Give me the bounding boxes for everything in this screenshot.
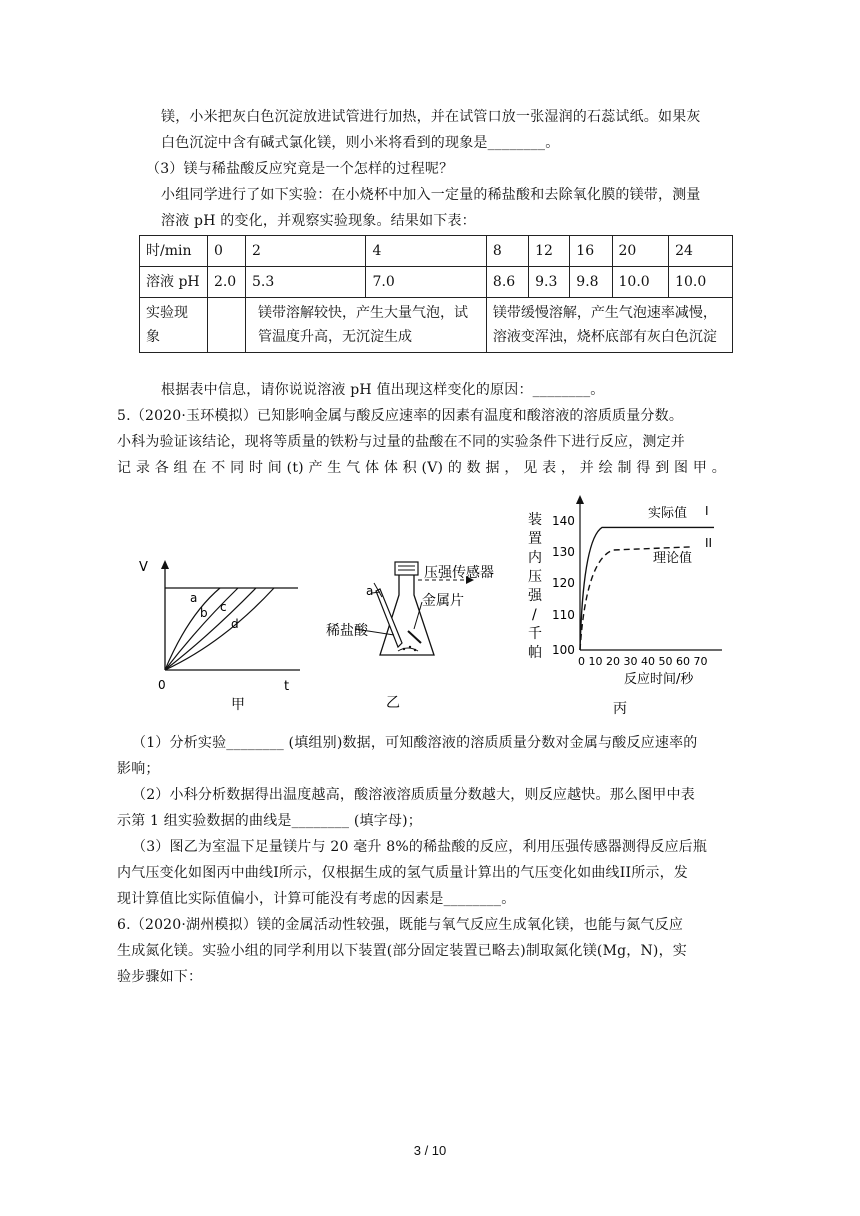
text-line: 验步骤如下： [117, 969, 203, 985]
curve-label: d [231, 617, 239, 631]
table-cell: 4 [366, 236, 486, 267]
axis-label-t: t [284, 679, 290, 694]
table-cell: 8.6 [486, 267, 528, 298]
table-cell [207, 298, 245, 353]
table-cell: 10.0 [612, 267, 669, 298]
y-label-char: 置 [528, 531, 542, 547]
text-line: 生成氮化镁。实验小组的同学利用以下装置(部分固定装置已略去)制取氮化镁(Mg，N)，实 [117, 943, 687, 959]
figure-caption: 丙 [613, 701, 627, 717]
axis-label-v: V [139, 560, 148, 575]
figure-yi [318, 555, 508, 715]
series-line-actual [580, 527, 714, 650]
y-label-char: / [532, 607, 537, 623]
y-label-char: 强 [528, 588, 542, 604]
table-cell: 0 [207, 236, 245, 267]
table-cell: 12 [529, 236, 570, 267]
figure-jia [128, 555, 318, 715]
y-tick-label: 100 [552, 643, 575, 657]
table-cell: 24 [669, 236, 733, 267]
table-cell: 2.0 [207, 267, 245, 298]
table-cell: 9.3 [529, 267, 570, 298]
x-tick-labels: 0 10 20 30 40 50 60 70 [578, 655, 708, 668]
origin-label: 0 [158, 678, 166, 692]
table-cell: 8 [486, 236, 528, 267]
table-cell: 10.0 [669, 267, 733, 298]
table-cell: 实验现象 [140, 298, 208, 353]
table-cell: 时/min [140, 236, 208, 267]
y-label-char: 内 [528, 550, 542, 566]
y-tick-label: 130 [552, 545, 575, 559]
table-cell: 5.3 [246, 267, 366, 298]
y-tick-label: 110 [552, 608, 575, 622]
figure-bing-chart [522, 490, 742, 720]
table-cell: 镁带溶解较快，产生大量气泡，试管温度升高，无沉淀生成 [246, 298, 487, 353]
curve-label: a [190, 591, 198, 605]
label-a: a [366, 584, 374, 598]
question-heading: 5.（2020·玉环模拟）已知影响金属与酸反应速率的因素有温度和酸溶液的溶质质量分数。 [117, 408, 684, 424]
table-cell: 溶液 pH [140, 267, 208, 298]
y-label-char: 压 [528, 569, 542, 585]
figure-caption: 甲 [231, 697, 245, 713]
text-line: 小科为验证该结论，现将等质量的铁粉与过量的盐酸在不同的实验条件下进行反应，测定并 [117, 434, 685, 450]
table-cell: 20 [612, 236, 669, 267]
table-row-observation [140, 298, 733, 353]
text-line: 小组同学进行了如下实验：在小烧杯中加入一定量的稀盐酸和去除氧化膜的镁带，测量 [161, 187, 701, 203]
text-line: （1）分析实验________ (填组别)数据，可知酸溶液的溶质质量分数对金属与酸反应速率的 [132, 735, 698, 751]
text-line: 镁，小米把灰白色沉淀放进试管进行加热，并在试管口放一张湿润的石蕊试纸。如果灰 [161, 109, 701, 125]
text-line: 现计算值比实际值偏小，计算可能没有考虑的因素是________。 [117, 891, 516, 907]
x-axis-title: 反应时间/秒 [624, 672, 694, 687]
table-cell: 2 [246, 236, 366, 267]
table-cell: 镁带缓慢溶解，产生气泡速率减慢，溶液变浑浊，烧杯底部有灰白色沉淀 [486, 298, 732, 353]
y-tick-label: 120 [552, 576, 575, 590]
table-cell: 7.0 [366, 267, 486, 298]
label-sensor: 压强传感器 [424, 565, 494, 581]
ph-table [139, 235, 733, 353]
label-acid: 稀盐酸 [326, 623, 368, 639]
figure-caption: 乙 [386, 695, 400, 711]
series-label-actual: 实际值 [648, 506, 688, 521]
series-mark-actual: I [705, 504, 709, 518]
series-label-theory: 理论值 [653, 551, 693, 566]
question-heading: （3）镁与稀盐酸反应究竟是一个怎样的过程呢？ [146, 161, 454, 177]
text-line: 内气压变化如图丙中曲线I所示，仅根据生成的氢气质量计算出的气压变化如曲线II所示，发 [117, 865, 688, 881]
label-metal: 金属片 [422, 593, 464, 609]
y-axis-title [528, 511, 543, 661]
text-line: （3）图乙为室温下足量镁片与 20 毫升 8%的稀盐酸的反应，利用压强传感器测得反应后瓶 [132, 839, 708, 855]
text-line: 影响； [117, 761, 160, 777]
table-row-time [140, 236, 733, 267]
curve-label: b [200, 606, 208, 620]
series-mark-theory: II [705, 536, 713, 550]
text-line: 白色沉淀中含有碱式氯化镁，则小米将看到的现象是________。 [161, 135, 560, 151]
curve-label: c [220, 600, 227, 614]
text-line: （2）小科分析数据得出温度越高，酸溶液溶质质量分数越大，则反应越快。那么图甲中表 [132, 787, 695, 803]
text-line: 溶液 pH 的变化，并观察实验现象。结果如下表： [161, 213, 476, 229]
y-label-char: 帕 [528, 645, 542, 661]
y-tick-label: 140 [552, 514, 575, 528]
table-cell: 9.8 [570, 267, 612, 298]
text-line: 记 录 各 组 在 不 同 时 间 (t) 产 生 气 体 体 积 (V) 的 数 据 ， 见 表 ， 并 绘 制 得 到 图 甲 。 [117, 460, 726, 476]
question-heading: 6.（2020·湖州模拟）镁的金属活动性较强，既能与氧气反应生成氧化镁，也能与氮气反应 [117, 917, 684, 933]
table-row-ph [140, 267, 733, 298]
text-line: 示第 1 组实验数据的曲线是________ (填字母)； [117, 813, 422, 829]
table-cell: 16 [570, 236, 612, 267]
page-number: 3 / 10 [413, 1143, 447, 1158]
y-label-char: 千 [528, 626, 542, 642]
text-line: 根据表中信息，请你说说溶液 pH 值出现这样变化的原因：________。 [161, 382, 605, 398]
y-label-char: 装 [528, 512, 542, 528]
